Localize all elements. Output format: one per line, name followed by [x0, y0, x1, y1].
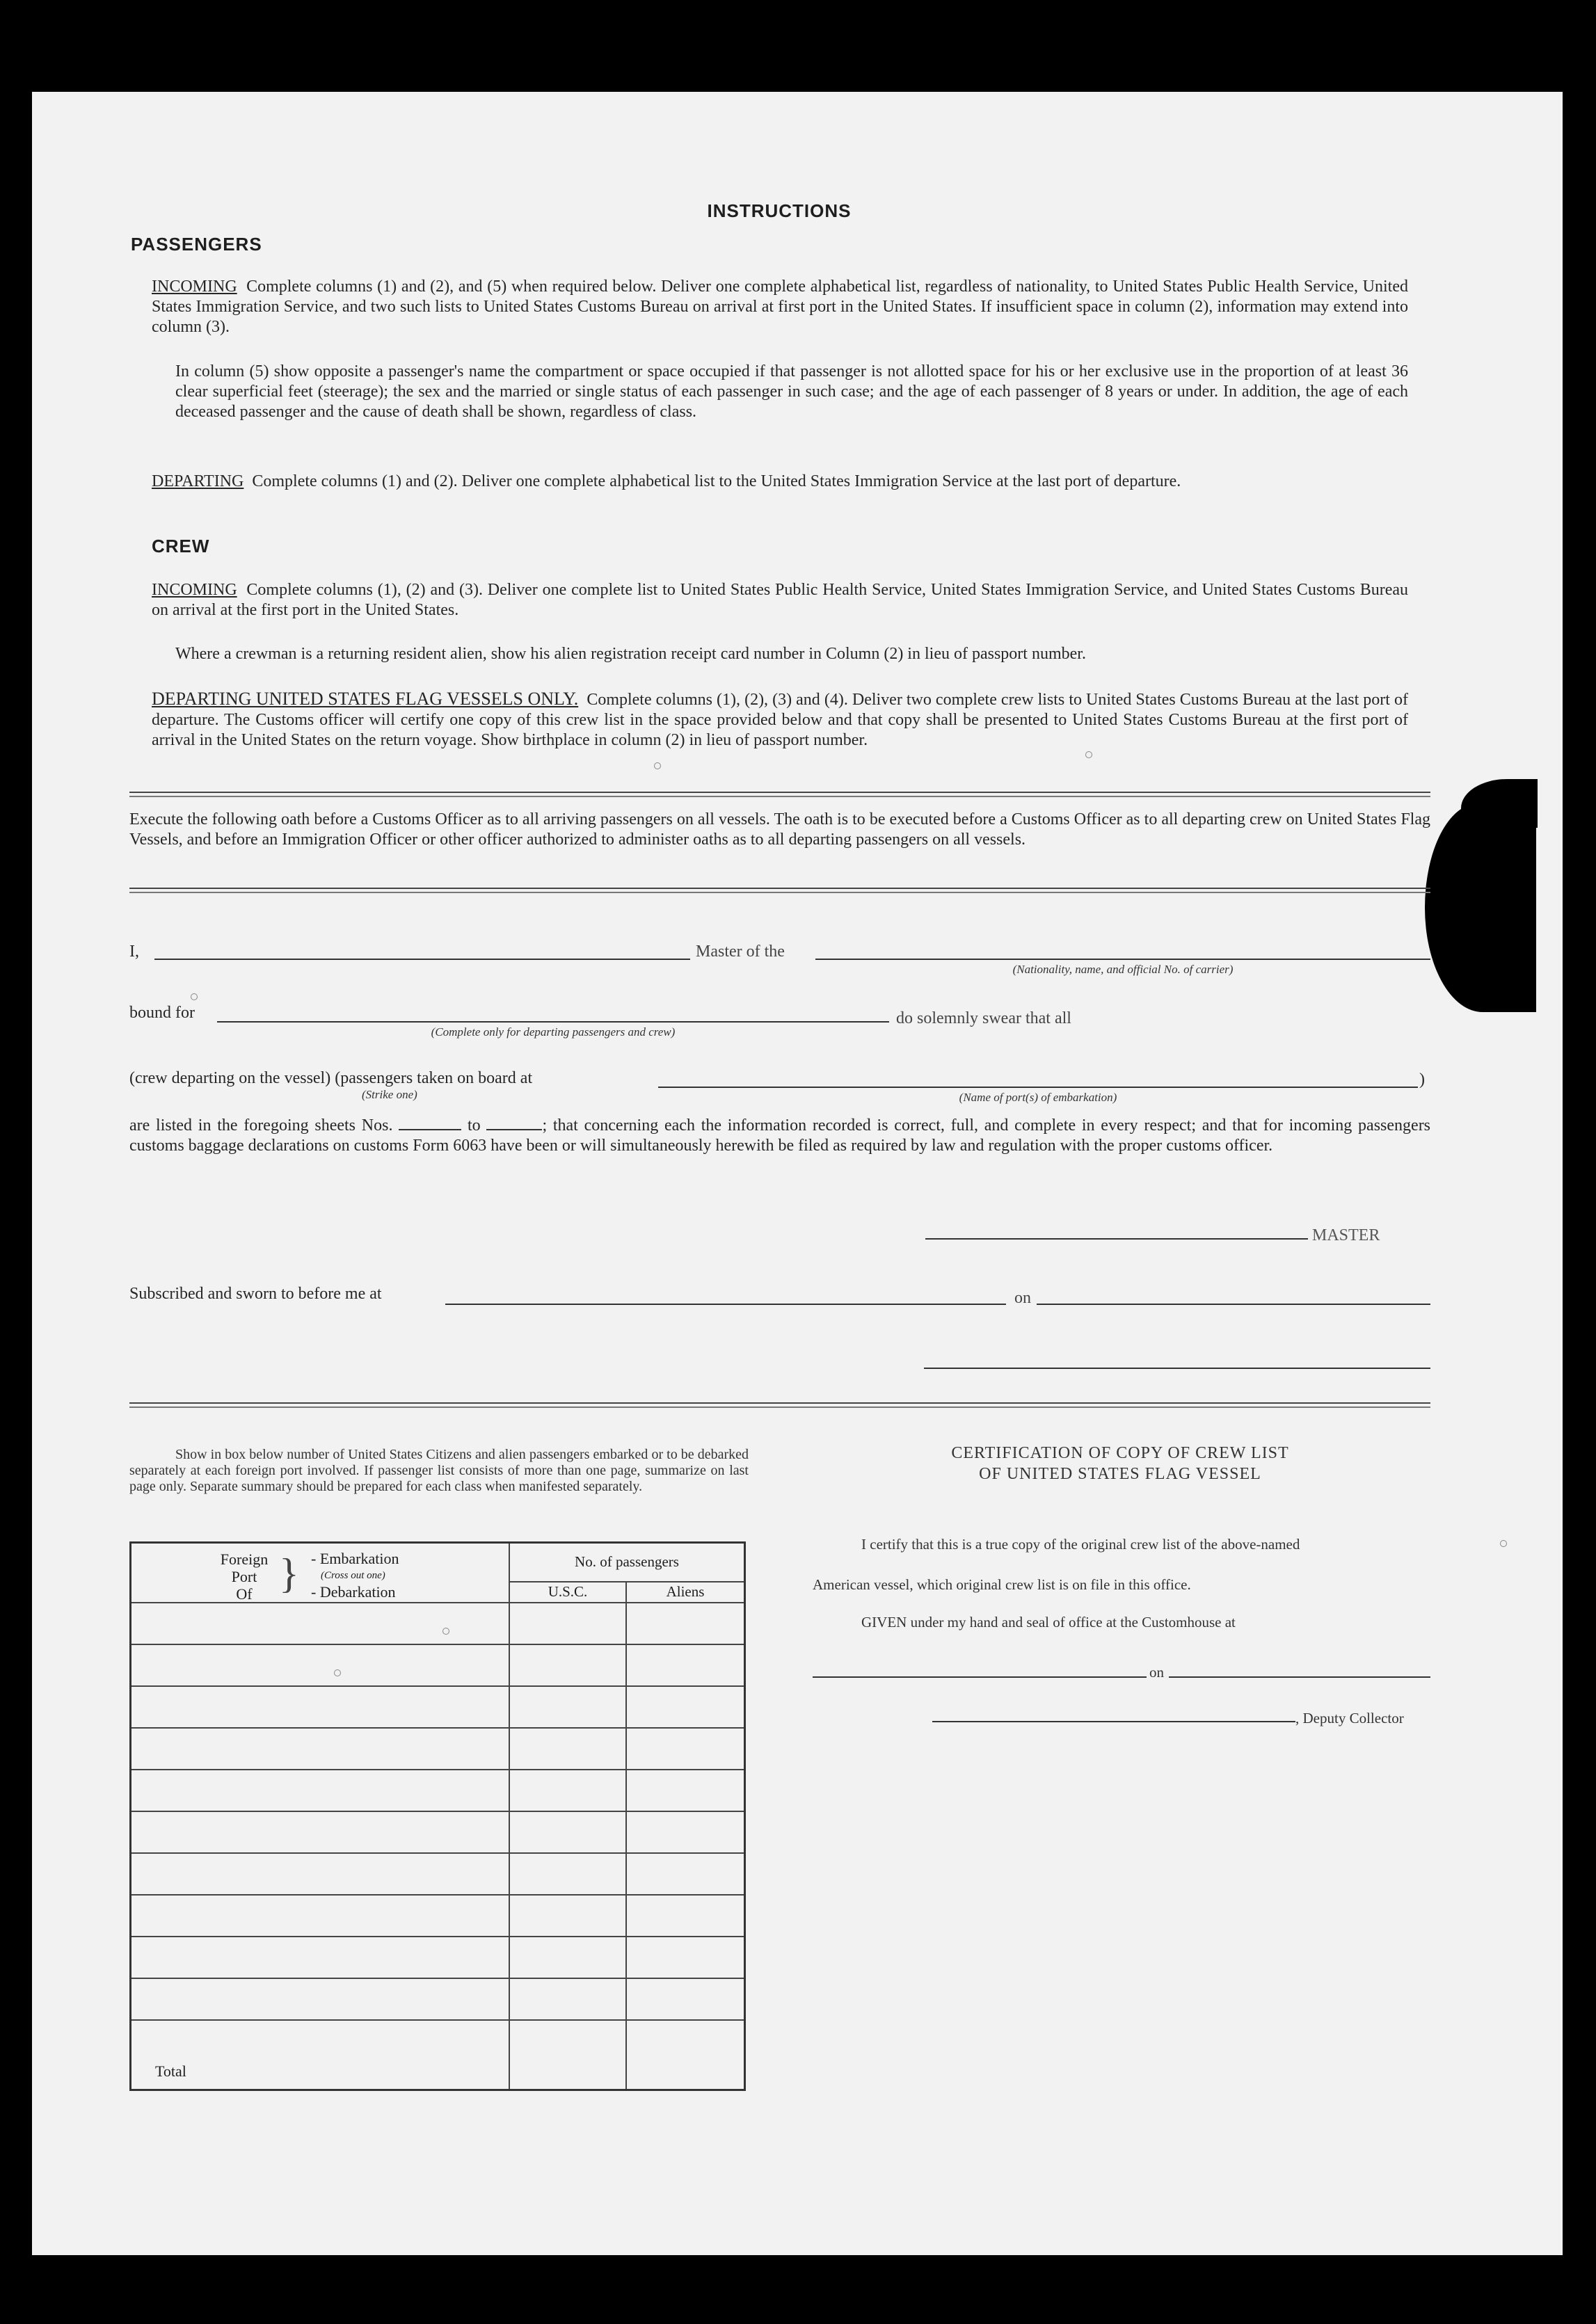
officer-signature-line[interactable] [924, 1368, 1430, 1369]
punch-mark [191, 993, 198, 1000]
close-paren: ) [1419, 1071, 1425, 1089]
aliens-total-cell[interactable] [626, 2020, 745, 2090]
aliens-cell[interactable] [626, 1686, 745, 1728]
summary-instructions: Show in box below number of United States Citizens and alien passengers embarked or to be debarked separately at each foreign port involved. If passenger list consists of more than one page, summarize on last page only. Separate summary should be prepared for each class when manifested separately. [129, 1447, 749, 1494]
passengers-column5-paragraph: In column (5) show opposite a passenger's name the compartment or space occupied if that passenger is not allotted space for his or her exclusive use in the proportion of at least 36 clear superficial feet (steerage); the sex and the married or single status of each passenger in such case; and the age of each passenger of 8 years or under. In addition, the age of each deceased passenger and the cause of death shall be shown, regardless of class. [175, 362, 1408, 421]
master-label: MASTER [1312, 1226, 1380, 1244]
port-cell[interactable] [131, 1644, 510, 1686]
port-header-cell [131, 1543, 510, 1603]
usc-cell[interactable] [509, 1686, 626, 1728]
summary-divider [129, 1402, 1430, 1408]
port-cell[interactable] [131, 1811, 510, 1853]
aliens-cell[interactable] [626, 1728, 745, 1770]
given-line: GIVEN under my hand and seal of office at the Customhouse at [861, 1614, 1236, 1630]
passengers-incoming-paragraph [152, 277, 1408, 337]
certification-date-line[interactable] [1169, 1676, 1430, 1678]
crew-incoming-text: Complete columns (1), (2) and (3). Deliver one complete list to United States Public Health Service, United States Immigration Service, and United States Customs Bureau on arrival at the first port in the United States. [152, 581, 1408, 619]
usc-cell[interactable] [509, 1811, 626, 1853]
crew-passengers-label: (crew departing on the vessel) (passengers taken on board at [129, 1069, 533, 1087]
passengers-departing-text: Complete columns (1) and (2). Deliver one complete alphabetical list to the United States Immigration Service at the last port of departure. [252, 472, 1181, 490]
carrier-line[interactable] [815, 959, 1430, 960]
embarkation-option[interactable]: - Embarkation [311, 1550, 399, 1567]
port-cell[interactable] [131, 1770, 510, 1811]
foreign-port-of [212, 1550, 276, 1603]
debarkation-option[interactable]: - Debarkation [311, 1583, 396, 1601]
oath-divider [129, 888, 1430, 893]
oath-intro: Execute the following oath before a Customs Officer as to all arriving passengers on all vessels. The oath is to be executed before a Customs Officer as to all departing crew on United States Flag Vessels, and before an Immigration Officer or other officer authorized to administer oaths as to all departing passengers on all vessels. [129, 810, 1430, 849]
bound-for-label: bound for [129, 1004, 195, 1022]
usc-cell[interactable] [509, 1978, 626, 2020]
crew-heading: CREW [152, 536, 210, 556]
statement-text: ; that concerning each the information recorded is correct, full, and complete in every respect; and that for incoming passengers customs baggage declarations on customs Form 6063 have been or will simultaneously herewith be filed as required by law and regulation with the proper customs officer. [129, 1116, 1431, 1155]
page-title: INSTRUCTIONS [707, 200, 852, 221]
embarkation-port-line[interactable] [658, 1087, 1418, 1088]
usc-cell[interactable] [509, 1644, 626, 1686]
usc-cell[interactable] [509, 1728, 626, 1770]
punch-mark [1085, 751, 1092, 758]
punch-mark [654, 762, 661, 769]
sworn-date-line[interactable] [1037, 1304, 1430, 1305]
no-passengers-header: No. of passengers [509, 1543, 745, 1582]
punch-mark [334, 1669, 341, 1676]
to-label: to [468, 1116, 481, 1135]
usc-cell[interactable] [509, 1895, 626, 1937]
subscribed-label: Subscribed and sworn to before me at [129, 1285, 382, 1303]
aliens-cell[interactable] [626, 1853, 745, 1895]
swear-label: do solemnly swear that all [896, 1009, 1071, 1027]
port-cell[interactable] [131, 1728, 510, 1770]
master-name-line[interactable] [154, 959, 690, 960]
port-cell[interactable] [131, 1895, 510, 1937]
passenger-summary-table [129, 1541, 746, 2091]
aliens-cell[interactable] [626, 1603, 745, 1644]
embark-debark-options [311, 1550, 399, 1601]
sheets-label: are listed in the foregoing sheets Nos. [129, 1116, 393, 1135]
crew-incoming-label: INCOMING [152, 581, 237, 599]
certification-heading-line-2: OF UNITED STATES FLAG VESSEL [979, 1465, 1261, 1483]
strike-one-caption: (Strike one) [362, 1088, 417, 1101]
aliens-cell[interactable] [626, 1937, 745, 1978]
cross-out-caption: (Cross out one) [321, 1570, 385, 1581]
crew-departing-text: Complete columns (1), (2), (3) and (4). Deliver two complete crew lists to United States Customs Bureau at the last port of departure. The Customs officer will certify one copy of this crew list in the space provided below and that copy shall be presented to United States Customs Bureau at the first port of arrival in the United States on the return voyage. Show birthplace in column (2) in lieu of passport number. [152, 691, 1408, 749]
master-signature-line[interactable] [925, 1238, 1308, 1240]
certification-place-line[interactable] [813, 1676, 1147, 1678]
port-cell[interactable] [131, 1686, 510, 1728]
certify-line-1: I certify that this is a true copy of the original crew list of the above-named [861, 1536, 1300, 1553]
punch-mark [1500, 1540, 1507, 1547]
sworn-on-label: on [1014, 1289, 1031, 1307]
aliens-header: Aliens [626, 1582, 745, 1603]
passengers-departing-paragraph [152, 472, 1408, 492]
foreign-label: Foreign [220, 1550, 269, 1568]
certification-heading [835, 1443, 1405, 1484]
ink-stain [1425, 803, 1536, 1012]
certification-on-label: on [1149, 1664, 1164, 1681]
punch-mark [442, 1628, 449, 1635]
crew-incoming-paragraph [152, 580, 1408, 620]
passengers-incoming-label: INCOMING [152, 278, 237, 296]
usc-cell[interactable] [509, 1937, 626, 1978]
port-cell[interactable] [131, 1937, 510, 1978]
crew-departing-paragraph [152, 689, 1408, 751]
sheet-to-field[interactable] [486, 1129, 542, 1130]
port-cell[interactable] [131, 1603, 510, 1644]
destination-line[interactable] [217, 1021, 889, 1023]
crew-alien-paragraph: Where a crewman is a returning resident alien, show his alien registration receipt card number in Column (2) in lieu of passport number. [175, 645, 1086, 663]
aliens-cell[interactable] [626, 1811, 745, 1853]
total-label: Total [131, 2020, 510, 2090]
port-cell[interactable] [131, 1978, 510, 2020]
deputy-signature-line[interactable] [932, 1721, 1295, 1722]
passengers-heading: PASSENGERS [131, 234, 262, 255]
usc-cell[interactable] [509, 1853, 626, 1895]
destination-caption: (Complete only for departing passengers and crew) [431, 1025, 676, 1039]
sworn-place-line[interactable] [445, 1304, 1006, 1305]
oath-i-label: I, [129, 943, 139, 961]
crew-departing-label: DEPARTING UNITED STATES FLAG VESSELS ONLY. [152, 689, 579, 709]
deputy-collector-label: , Deputy Collector [1295, 1710, 1404, 1726]
section-divider [129, 792, 1430, 797]
aliens-cell[interactable] [626, 1895, 745, 1937]
aliens-cell[interactable] [626, 1978, 745, 2020]
usc-total-cell[interactable] [509, 2020, 626, 2090]
usc-cell[interactable] [509, 1603, 626, 1644]
master-of-label: Master of the [696, 943, 785, 961]
aliens-cell[interactable] [626, 1644, 745, 1686]
brace-icon: } [279, 1550, 299, 1596]
port-label: Port [231, 1568, 257, 1585]
sheet-from-field[interactable] [399, 1129, 461, 1130]
embarkation-caption: (Name of port(s) of embarkation) [959, 1091, 1117, 1104]
passengers-departing-label: DEPARTING [152, 472, 244, 490]
sheets-paragraph [129, 1116, 1430, 1156]
aliens-cell[interactable] [626, 1770, 745, 1811]
usc-header: U.S.C. [509, 1582, 626, 1603]
passengers-incoming-text: Complete columns (1) and (2), and (5) when required below. Deliver one complete alphabetical list, regardless of nationality, to United States Public Health Service, United States Immigration Service, and two such lists to United States Customs Bureau on arrival at first port in the United States. If insufficient space in column (2), information may extend into column (3). [152, 278, 1408, 336]
port-cell[interactable] [131, 1853, 510, 1895]
of-label: Of [236, 1585, 253, 1603]
carrier-caption: (Nationality, name, and official No. of carrier) [1012, 963, 1234, 976]
certify-line-2: American vessel, which original crew list is on file in this office. [813, 1576, 1191, 1593]
certification-heading-line-1: CERTIFICATION OF COPY OF CREW LIST [951, 1444, 1289, 1462]
usc-cell[interactable] [509, 1770, 626, 1811]
